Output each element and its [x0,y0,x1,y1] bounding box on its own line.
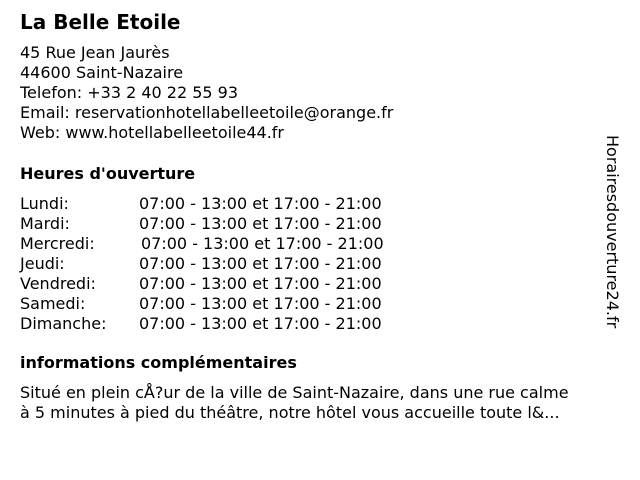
day-label: Mercredi: [20,234,95,253]
day-label: Samedi: [20,294,86,313]
hours-row-friday [20,274,384,294]
day-label: Vendredi: [20,274,96,293]
hours-row-sunday [20,314,384,334]
hours-row-monday [20,194,384,214]
time-range: 07:00 - 13:00 et 17:00 - 21:00 [139,194,382,213]
day-label: Dimanche: [20,314,107,333]
info-line-1: Situé en plein cÅ?ur de la ville de Saint-Nazaire, dans une rue calme [20,383,569,402]
phone-number: Telefon: +33 2 40 22 55 93 [20,83,239,102]
business-name: La Belle Etoile [20,10,181,34]
website: Web: www.hotellabelleetoile44.fr [20,123,285,142]
additional-info-heading: informations complémentaires [20,353,297,372]
time-range: 07:00 - 13:00 et 17:00 - 21:00 [139,214,382,233]
day-label: Lundi: [20,194,69,213]
time-range: 07:00 - 13:00 et 17:00 - 21:00 [139,294,382,313]
day-label: Mardi: [20,214,70,233]
additional-info-text [20,383,620,423]
hours-row-tuesday [20,214,384,234]
time-range: 07:00 - 13:00 et 17:00 - 21:00 [141,234,384,253]
business-contact-block [20,43,393,143]
day-label: Jeudi: [20,254,65,273]
hours-row-thursday [20,254,384,274]
watermark-text: Horairesdouverture24.fr [603,135,622,329]
opening-hours-table [20,194,384,334]
email-address: Email: reservationhotellabelleetoile@orange.fr [20,103,394,122]
opening-hours-heading: Heures d'ouverture [20,164,196,183]
watermark-vertical [603,135,632,345]
city-postcode: 44600 Saint-Nazaire [20,63,184,82]
hours-row-wednesday [20,234,384,254]
time-range: 07:00 - 13:00 et 17:00 - 21:00 [139,254,382,273]
time-range: 07:00 - 13:00 et 17:00 - 21:00 [139,274,382,293]
hours-row-saturday [20,294,384,314]
street-address: 45 Rue Jean Jaurès [20,43,170,62]
info-line-2: à 5 minutes à pied du théâtre, notre hôtel vous accueille toute l&... [20,403,560,422]
time-range: 07:00 - 13:00 et 17:00 - 21:00 [139,314,382,333]
